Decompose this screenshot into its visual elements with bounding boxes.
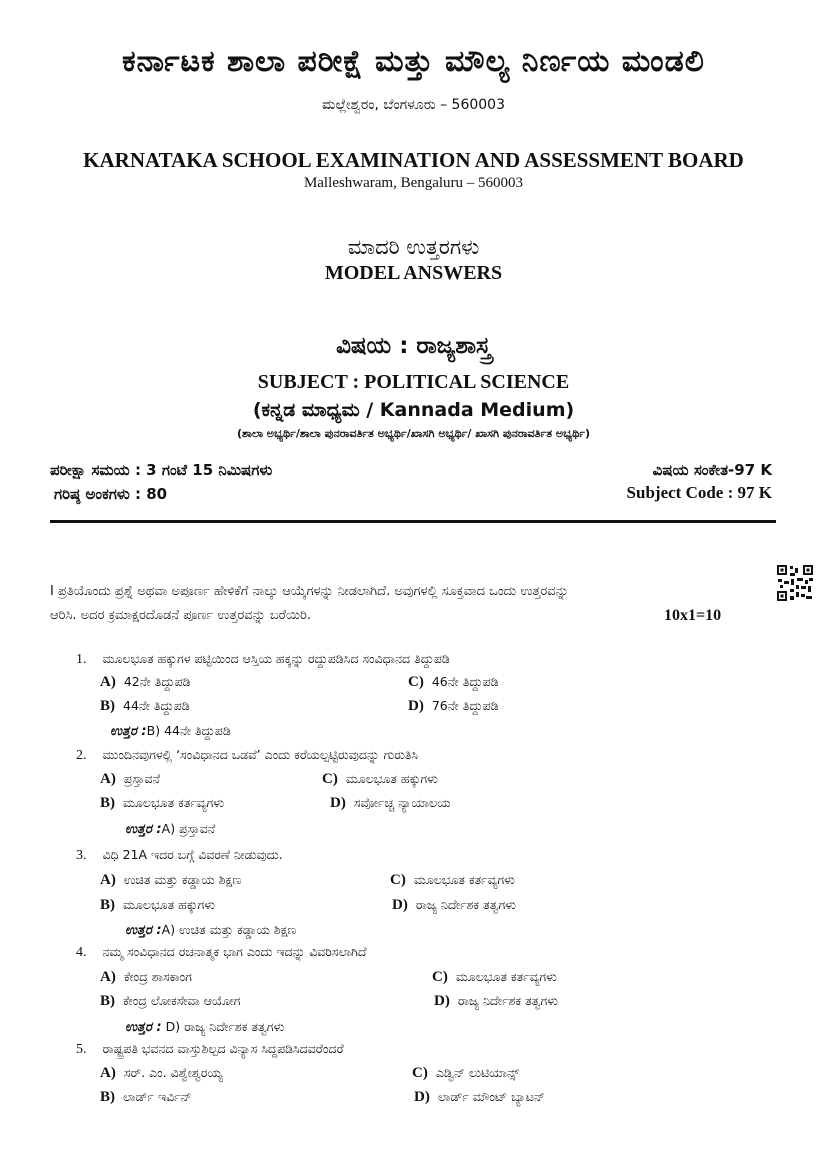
question-text: ರಾಷ್ಟ್ರಪತಿ ಭವನದ ವಾಸ್ತುಶಿಲ್ಪದ ವಿನ್ಯಾಸ ಸಿದ್ದಪಡಿಸಿದವರೆಂದರೆ — [102, 1041, 344, 1056]
question-5 — [76, 1041, 344, 1058]
subject-code-kannada: ವಿಷಯ ಸಂಕೇತ-97 K — [652, 461, 772, 479]
option-b: B) ಲಾರ್ಡ್ ಇರ್ವಿನ್ — [100, 1089, 192, 1105]
instruction-line-1: I ಪ್ರತಿಯೊಂದು ಪ್ರಶ್ನೆ ಅಥವಾ ಅಪೂರ್ಣ ಹೇಳಿಕೆಗೆ ನಾಲ್ಕು ಆಯ್ಕೆಗಳನ್ನು ನೀಡಲಾಗಿದೆ. ಅವುಗಳಲ್ಲಿ ಸೂಕ್ತವಾದ ಒಂದು ಉತ್ತರವನ್ನು — [50, 584, 569, 599]
option-c: C) ಮೂಲಭೂತ ಕರ್ತವ್ಯಗಳು — [390, 872, 515, 888]
option-a: A) ಸರ್. ಎಂ. ವಿಶ್ವೇಶ್ವರಯ್ಯ — [100, 1065, 223, 1081]
option-d: D) 76ನೇ ತಿದ್ದುಪಡಿ — [408, 698, 499, 714]
medium-label: (ಕನ್ನಡ ಮಾಧ್ಯಮ / Kannada Medium) — [252, 399, 575, 421]
question-text: ನಮ್ಮ ಸಂವಿಧಾನದ ರಚನಾತ್ಮಕ ಭಾಗ ಎಂದು ಇದನ್ನು ವಿವರಿಸಲಾಗಿದೆ — [102, 944, 367, 959]
question-1 — [76, 651, 450, 668]
option-c: C) ಎಡ್ವಿನ್ ಲುಟಿಯಾನ್ಸ್ — [412, 1065, 520, 1081]
option-b: B) ಕೇಂದ್ರ ಲೋಕಸೇವಾ ಆಯೋಗ — [100, 993, 241, 1009]
option-c: C) ಮೂಲಭೂತ ಕರ್ತವ್ಯಗಳು — [432, 969, 557, 985]
question-2 — [76, 747, 418, 764]
option-c: C) 46ನೇ ತಿದ್ದುಪಡಿ — [408, 674, 499, 690]
option-a: A) ಕೇಂದ್ರ ಶಾಸಕಾಂಗ — [100, 969, 192, 985]
question-number: 4. — [76, 945, 87, 960]
question-number: 1. — [76, 652, 87, 667]
board-title-english: KARNATAKA SCHOOL EXAMINATION AND ASSESSMENT BOARD — [83, 148, 744, 172]
instruction-line-2: ಆರಿಸಿ. ಅದರ ಕ್ರಮಾಕ್ಷರದೊಡನೆ ಪೂರ್ಣ ಉತ್ತರವನ್ನು ಬರೆಯಿರಿ. — [50, 608, 311, 623]
option-d: D) ಲಾರ್ಡ್ ಮೌಂಟ್ ಬ್ಯಾಟನ್ — [414, 1089, 545, 1105]
subject-english: SUBJECT : POLITICAL SCIENCE — [257, 371, 570, 393]
option-b: B) 44ನೇ ತಿದ್ದುಪಡಿ — [100, 698, 190, 714]
question-number: 5. — [76, 1042, 87, 1057]
answer-label: ಉತ್ತರ : — [125, 923, 162, 938]
question-text: ಮೂಲಭೂತ ಹಕ್ಕುಗಳ ಪಟ್ಟಿಯಿಂದ ಆಸ್ತಿಯ ಹಕ್ಕನ್ನು ರದ್ದುಪಡಿಸಿದ ಸಂವಿಧಾನದ ತಿದ್ದುಪಡಿ — [102, 651, 450, 666]
model-answers-english: MODEL ANSWERS — [324, 262, 503, 284]
option-b: B) ಮೂಲಭೂತ ಕರ್ತವ್ಯಗಳು — [100, 795, 225, 811]
answer-label: ಉತ್ತರ : — [125, 1020, 162, 1035]
qr-code-icon — [776, 564, 814, 602]
header-divider — [50, 520, 776, 523]
exam-time: ಪರೀಕ್ಷಾ ಸಮಯ : 3 ಗಂಟೆ 15 ನಿಮಿಷಗಳು — [50, 461, 273, 479]
option-a: A) 42ನೇ ತಿದ್ದುಪಡಿ — [100, 674, 191, 690]
section-marks: 10x1=10 — [664, 607, 722, 624]
question-text: ಮುಂದಿನವುಗಳಲ್ಲಿ ‘ಸಂವಿಧಾನದ ಒಡವೆ’ ಎಂದು ಕರೆಯಲ್ಪಟ್ಟಿರುವುದನ್ನು ಗುರುತಿಸಿ — [102, 747, 419, 762]
option-c: C) ಮೂಲಭೂತ ಹಕ್ಕುಗಳು — [322, 771, 438, 787]
answer-label: ಉತ್ತರ : — [110, 724, 147, 739]
subject-code-english: Subject Code : 97 K — [626, 483, 772, 502]
model-answers-kannada: ಮಾದರಿ ಉತ್ತರಗಳು — [347, 235, 480, 259]
option-d: D) ಸರ್ವೋಚ್ಚ ನ್ಯಾಯಾಲಯ — [330, 795, 451, 811]
question-3 — [76, 847, 283, 864]
question-text: ವಿಧಿ 21A ಇದರ ಬಗ್ಗೆ ವಿವರಣೆ ನೀಡುವುದು. — [102, 847, 283, 862]
option-d: D) ರಾಜ್ಯ ನಿರ್ದೇಶಕ ತತ್ವಗಳು — [392, 897, 517, 913]
answer-3 — [125, 922, 296, 938]
option-a: A) ಉಚಿತ ಮತ್ತು ಕಡ್ಡಾಯ ಶಿಕ್ಷಣ — [100, 872, 242, 888]
option-b: B) ಮೂಲಭೂತ ಹಕ್ಕುಗಳು — [100, 897, 216, 913]
board-address-english: Malleshwaram, Bengaluru – 560003 — [303, 175, 524, 191]
answer-2 — [125, 821, 215, 837]
question-4 — [76, 944, 366, 961]
section-instruction — [50, 580, 762, 628]
board-address-kannada: ಮಲ್ಲೇಶ್ವರಂ, ಬೆಂಗಳೂರು – 560003 — [322, 97, 505, 113]
question-number: 2. — [76, 748, 87, 763]
candidate-types: (ಶಾಲಾ ಅಭ್ಯರ್ಥಿ/ಶಾಲಾ ಪುನರಾವರ್ತಿತ ಅಭ್ಯರ್ಥಿ/ಖಾಸಗಿ ಅಭ್ಯರ್ಥಿ/ ಖಾಸಗಿ ಪುನರಾವರ್ತಿತ ಅಭ್ಯರ್ಥಿ) — [237, 427, 590, 440]
option-d: D) ರಾಜ್ಯ ನಿರ್ದೇಶಕ ತತ್ವಗಳು — [434, 993, 559, 1009]
board-title-kannada: ಕರ್ನಾಟಕ ಶಾಲಾ ಪರೀಕ್ಷೆ ಮತ್ತು ಮೌಲ್ಯ ನಿರ್ಣಯ ಮಂಡಲಿ — [122, 44, 705, 79]
answer-label: ಉತ್ತರ : — [125, 822, 162, 837]
option-a: A) ಪ್ರಸ್ತಾವನೆ — [100, 771, 160, 787]
answer-text: D) ರಾಜ್ಯ ನಿರ್ದೇಶಕ ತತ್ವಗಳು — [165, 1019, 285, 1034]
answer-1 — [110, 723, 231, 739]
answer-4 — [125, 1019, 284, 1035]
max-marks: ಗರಿಷ್ಠ ಅಂಕಗಳು : 80 — [54, 485, 168, 503]
question-number: 3. — [76, 848, 87, 863]
answer-text: B) 44ನೇ ತಿದ್ದುಪಡಿ — [146, 723, 231, 738]
subject-kannada: ವಿಷಯ : ರಾಜ್ಯಶಾಸ್ತ್ರ — [336, 333, 491, 359]
answer-text: A) ಪ್ರಸ್ತಾವನೆ — [161, 821, 216, 836]
answer-text: A) ಉಚಿತ ಮತ್ತು ಕಡ್ಡಾಯ ಶಿಕ್ಷಣ — [161, 922, 297, 937]
